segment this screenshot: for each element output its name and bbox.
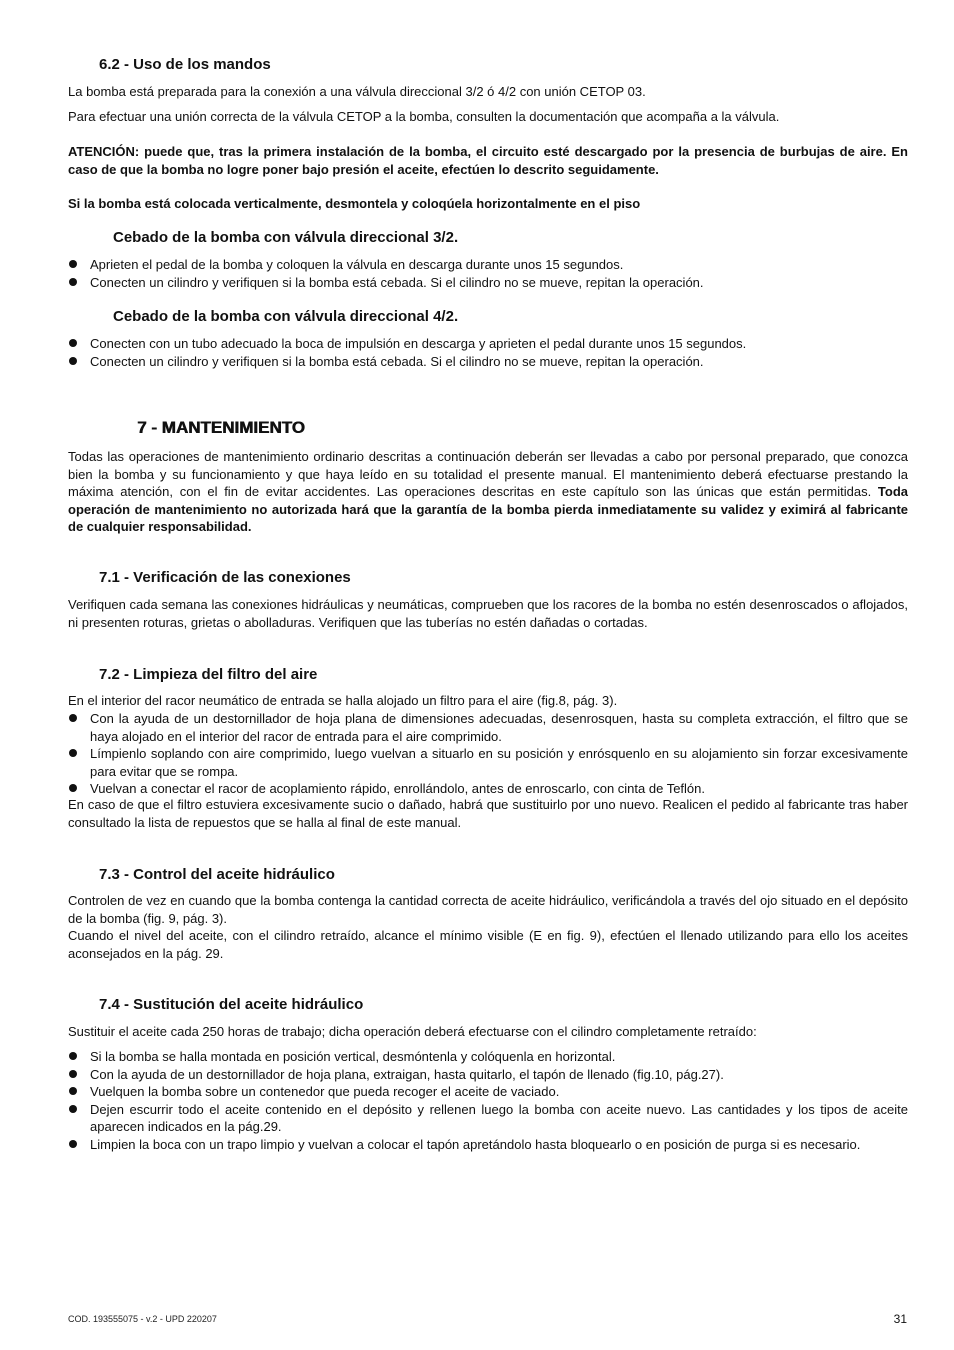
bullet-icon [69, 339, 77, 347]
s72-list [68, 710, 908, 798]
s74-paragraph: Sustituir el aceite cada 250 horas de trabajo; dicha operación deberá efectuarse con el cilindro completamente retraído: [68, 1024, 757, 1039]
s73-paragraph-1: Controlen de vez en cuando que la bomba contenga la cantidad correcta de aceite hidráulico, verificándola a través del ojo situado en el depósito de la bomba (fig. 9, pág. 3). [68, 893, 908, 926]
bullet-icon [69, 260, 77, 268]
list-item: Limpien la boca con un trapo limpio y vuelvan a colocar el tapón apretándolo hasta bloquearlo o en posición de purga si es necesario. [68, 1136, 908, 1154]
bullet-icon [69, 784, 77, 792]
bullet-icon [69, 1140, 77, 1148]
section-7-2-title: 7.2 - Limpieza del filtro del aire [99, 666, 318, 683]
s62-sub1-title: Cebado de la bomba con válvula direccional 3/2. [113, 229, 459, 246]
bullet-icon [69, 749, 77, 757]
bullet-icon [69, 714, 77, 722]
s62-vertical-note: Si la bomba está colocada verticalmente, desmontela y coloqúela horizontalmente en el piso [68, 196, 641, 211]
list-item: Aprieten el pedal de la bomba y coloquen la válvula en descarga durante unos 15 segundos. [68, 256, 908, 274]
bullet-icon [69, 1052, 77, 1060]
bullet-icon [69, 278, 77, 286]
s74-list [68, 1048, 908, 1153]
s72-paragraph-1: En el interior del racor neumático de entrada se halla alojado un filtro para el aire (fig.8, pág. 3). [68, 693, 618, 708]
list-item: Vuelquen la bomba sobre un contenedor que pueda recoger el aceite de vaciado. [68, 1083, 908, 1101]
s62-paragraph-2: Para efectuar una unión correcta de la válvula CETOP a la bomba, consulten la documentación que acompaña a la válvula. [68, 109, 780, 124]
list-item: Conecten un cilindro y verifiquen si la bomba está cebada. Si el cilindro no se mueve, repitan la operación. [68, 274, 908, 292]
s7-intro: Todas las operaciones de mantenimiento ordinario descritas a continuación deberán ser llevadas a cabo por personal preparado, que conozca bien la bomba y su funcionamiento y que haya leído en su totalidad el presente manual. El mantenimiento deberá efectuarse prestando la máxima atención, con el fin de evitar accidentes. Las operaciones descritas en este capítulo son las únicas que están permitidas. Toda operación de mantenimiento no autorizada hará que la garantía de la bomba pierda inmediatamente su validez y eximirá al fabricante de cualquier responsabilidad. [68, 449, 908, 534]
s62-sub2-list [68, 335, 908, 370]
section-7-1-title: 7.1 - Verificación de las conexiones [99, 569, 351, 586]
section-6-2-title: 6.2 - Uso de los mandos [99, 56, 271, 73]
section-7-4-title: 7.4 - Sustitución del aceite hidráulico [99, 996, 364, 1013]
document-code: COD. 193555075 - v.2 - UPD 220207 [68, 1314, 217, 1324]
section-7-title: 7 - MANTENIMIENTO [137, 418, 305, 437]
s72-paragraph-2: En caso de que el filtro estuviera excesivamente sucio o dañado, habrá que sustituirlo por uno nuevo. Realicen el pedido al fabricante tras haber consultado la lista de repuestos que se halla al final de este manual. [68, 797, 908, 830]
list-item: Conecten con un tubo adecuado la boca de impulsión en descarga y aprieten el pedal durante unos 15 segundos. [68, 335, 908, 353]
list-item: Con la ayuda de un destornillador de hoja plana de dimensiones adecuadas, desenrosquen, hasta su completa extracción, el filtro que se haya alojado en el interior del racor de entrada para el aire comprimido. [68, 710, 908, 745]
list-item: Si la bomba se halla montada en posición vertical, desmóntenla y colóquenla en horizontal. [68, 1048, 908, 1066]
list-item: Con la ayuda de un destornillador de hoja plana, extraigan, hasta quitarlo, el tapón de llenado (fig.10, pág.27). [68, 1066, 908, 1084]
bullet-icon [69, 1105, 77, 1113]
bullet-icon [69, 357, 77, 365]
list-item: Límpienlo soplando con aire comprimido, luego vuelvan a situarlo en su posición y enrósquenlo en su alojamiento sin forzar excesivamente para evitar que se rompa. [68, 745, 908, 780]
s71-paragraph: Verifiquen cada semana las conexiones hidráulicas y neumáticas, comprueben que los racores de la bomba no estén desenroscados o aflojados, ni presenten roturas, grietas o abolladuras. Verifiquen que las tuberías no estén dañadas o cortadas. [68, 597, 908, 630]
bullet-icon [69, 1087, 77, 1095]
bullet-icon [69, 1070, 77, 1078]
s62-sub1-list [68, 256, 908, 291]
s62-paragraph-1: La bomba está preparada para la conexión a una válvula direccional 3/2 ó 4/2 con unión CETOP 03. [68, 84, 646, 99]
page-number: 31 [893, 1312, 907, 1326]
list-item: Vuelvan a conectar el racor de acoplamiento rápido, enrollándolo, antes de enroscarlo, con cinta de Teflón. [68, 780, 908, 798]
list-item: Dejen escurrir todo el aceite contenido en el depósito y rellenen luego la bomba con aceite nuevo. Las cantidades y los tipos de aceite aparecen indicados en la pág.29. [68, 1101, 908, 1136]
s62-sub2-title: Cebado de la bomba con válvula direccional 4/2. [113, 308, 459, 325]
list-item: Conecten un cilindro y verifiquen si la bomba está cebada. Si el cilindro no se mueve, repitan la operación. [68, 353, 908, 371]
s73-paragraph-2: Cuando el nivel del aceite, con el cilindro retraído, alcance el mínimo visible (E en fig. 9), efectúen el llenado utilizando para ello los aceites aconsejados en la pág. 29. [68, 928, 908, 961]
section-7-3-title: 7.3 - Control del aceite hidráulico [99, 866, 335, 883]
s62-warning: ATENCIÓN: puede que, tras la primera instalación de la bomba, el circuito esté descargado por la presencia de burbujas de aire. En caso de que la bomba no logre poner bajo presión el aceite, efectúen lo descrito seguidamente. [68, 144, 908, 177]
